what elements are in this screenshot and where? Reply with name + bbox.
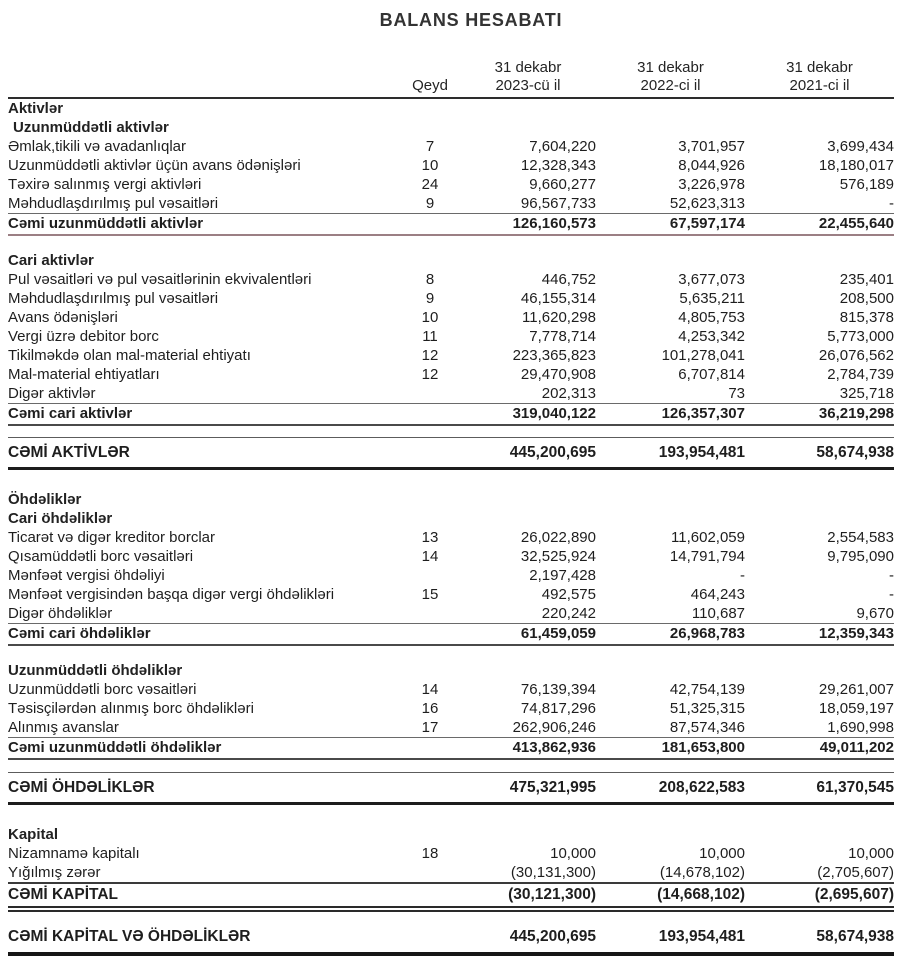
row-label: Digər öhdəliklər [8,605,113,622]
row-value-2022: - [740,567,745,584]
row-value-2022: 10,000 [699,845,745,862]
row-value-2021: 3,699,434 [827,138,894,155]
row-label: Təxirə salınmış vergi aktivləri [8,176,202,193]
row-label: CƏMİ ÖHDƏLİKLƏR [8,779,155,796]
row-value-2022: 464,243 [690,586,745,603]
section-spacer [8,470,894,490]
row-note: 17 [421,719,439,736]
row-value-2023: 220,242 [541,605,596,622]
row-note: 24 [421,176,439,193]
table-row [8,327,894,346]
row-value-2023: 223,365,823 [512,347,596,364]
section-spacer [8,236,894,251]
table-row [8,566,894,585]
row-value-2023: (30,121,300) [508,886,596,903]
row-note: 10 [421,157,439,174]
row-label: Aktivlər [8,100,64,117]
row-value-2022: 26,968,783 [669,625,745,642]
row-value-2022: (14,668,102) [657,886,745,903]
row-value-2021: 10,000 [848,845,894,862]
row-value-2021: 9,670 [856,605,894,622]
column-header-note: Qeyd [412,77,448,94]
row-label: Uzunmüddətli aktivlər üçün avans ödənişləri [8,157,301,174]
row-value-2022: 52,623,313 [669,195,745,212]
section-spacer [8,646,894,661]
row-label: Əmlak,tikili və avadanlıqlar [8,138,187,155]
total-row [8,737,894,760]
row-value-2023: 475,321,995 [509,779,596,796]
row-value-2022: 110,687 [691,605,745,622]
row-value-2021: 29,261,007 [818,681,894,698]
row-label: Uzunmüddətli aktivlər [13,119,169,136]
row-value-2021: 235,401 [839,271,894,288]
row-value-2023: (30,131,300) [510,864,596,881]
row-value-2021: 576,189 [839,176,894,193]
row-value-2023: 319,040,122 [512,405,596,422]
row-note: 11 [422,328,438,345]
page-title: BALANS HESABATI [379,10,563,30]
table-row [8,680,894,699]
row-note: 10 [421,309,439,326]
row-label: Cari aktivlər [8,252,94,269]
row-value-2021: 5,773,000 [827,328,894,345]
row-value-2023: 29,470,908 [520,366,596,383]
table-row [8,194,894,213]
row-value-2021: 22,455,640 [818,215,894,232]
row-value-2021: 2,784,739 [827,366,894,383]
row-value-2022: 87,574,346 [669,719,745,736]
row-value-2023: 10,000 [550,845,596,862]
total-row [8,213,894,236]
row-value-2023: 11,620,298 [522,309,596,326]
section-row [8,509,894,528]
row-value-2021: - [889,195,894,212]
row-value-2023: 446,752 [541,271,596,288]
row-label: Vergi üzrə debitor borc [8,328,159,345]
row-value-2021: 36,219,298 [818,405,894,422]
table-row [8,384,894,403]
row-value-2023: 76,139,394 [520,681,596,698]
row-value-2021: 208,500 [839,290,894,307]
total-row [8,403,894,426]
row-label: CƏMİ AKTİVLƏR [8,444,130,461]
row-value-2021: 12,359,343 [818,625,894,642]
section-row [8,661,894,680]
row-label: Yığılmış zərər [8,864,101,881]
row-label: Uzunmüddətli borc vəsaitləri [8,681,197,698]
table-row [8,289,894,308]
row-value-2022: 181,653,800 [661,739,745,756]
row-label: Cəmi cari aktivlər [8,405,133,422]
row-value-2021: 325,718 [839,385,894,402]
row-value-2021: (2,695,607) [814,886,894,903]
table-row [8,547,894,566]
total-row [8,623,894,646]
final-row [8,920,894,956]
table-row [8,718,894,737]
row-value-2022: 193,954,481 [658,444,745,461]
row-label: Ticarət və digər kreditor borclar [8,529,216,546]
row-value-2023: 7,778,714 [529,328,596,345]
grand-row [8,437,894,470]
row-label: Cəmi uzunmüddətli öhdəliklər [8,739,222,756]
row-value-2023: 2,197,428 [529,567,596,584]
row-label: Məhdudlaşdırılmış pul vəsaitləri [8,195,219,212]
row-label: Nizamnamə kapitalı [8,845,140,862]
row-value-2022: 5,635,211 [679,290,745,307]
row-value-2022: 3,701,957 [678,138,745,155]
row-value-2021: 58,674,938 [816,444,894,461]
capital-row [8,882,894,912]
row-label: Alınmış avanslar [8,719,119,736]
row-label: Cəmi uzunmüddətli aktivlər [8,215,204,232]
table-row [8,699,894,718]
row-label: Avans ödənişləri [8,309,118,326]
year-header-line1: 31 dekabr [786,59,853,76]
row-value-2021: 18,059,197 [818,700,894,717]
row-value-2022: 51,325,315 [669,700,745,717]
year-header-line1: 31 dekabr [494,59,562,76]
row-label: Kapital [8,826,59,843]
row-value-2021: 1,690,998 [827,719,894,736]
section-row [8,118,894,137]
table-row [8,346,894,365]
row-note: 7 [425,138,435,155]
row-value-2022: 208,622,583 [658,779,745,796]
row-value-2021: 2,554,583 [827,529,894,546]
grand-row [8,772,894,805]
section-row [8,490,894,509]
section-row [8,99,894,118]
row-value-2022: 193,954,481 [658,928,745,945]
row-value-2023: 9,660,277 [529,176,596,193]
year-header-line2: 2023-cü il [495,77,561,94]
table-row [8,270,894,289]
row-label: Pul vəsaitləri və pul vəsaitlərinin ekvivalentləri [8,271,312,288]
row-note: 8 [425,271,435,288]
row-label: Mənfəət vergisi öhdəliyi [8,567,165,584]
row-value-2022: 73 [728,385,745,402]
row-label: Cəmi cari öhdəliklər [8,625,151,642]
year-header-line2: 2022-ci il [640,77,701,94]
table-row [8,308,894,327]
table-row [8,585,894,604]
row-value-2022: 14,791,794 [669,548,745,565]
section-spacer [8,805,894,825]
column-header-year-2022 [596,59,745,95]
row-value-2022: 3,677,073 [678,271,745,288]
row-note: 13 [421,529,439,546]
row-value-2022: 8,044,926 [678,157,745,174]
row-value-2022: 67,597,174 [669,215,745,232]
row-value-2023: 46,155,314 [520,290,596,307]
row-value-2023: 202,313 [541,385,596,402]
row-label: Mənfəət vergisindən başqa digər vergi öhdəlikləri [8,586,335,603]
row-note: 14 [421,548,439,565]
row-value-2023: 126,160,573 [512,215,596,232]
row-value-2022: 126,357,307 [661,405,745,422]
row-label: Cari öhdəliklər [8,510,113,527]
row-note: 12 [421,366,439,383]
row-label: Mal-material ehtiyatları [8,366,160,383]
row-value-2023: 445,200,695 [509,444,596,461]
row-value-2021: - [889,586,894,603]
balance-table-body [8,99,894,956]
table-row [8,175,894,194]
row-value-2023: 96,567,733 [520,195,596,212]
table-header [8,59,894,99]
row-value-2022: 42,754,139 [669,681,745,698]
row-value-2021: 61,370,545 [816,779,894,796]
table-row [8,156,894,175]
row-value-2023: 26,022,890 [520,529,596,546]
row-note: 12 [421,347,439,364]
column-header-year-2023 [460,59,596,95]
row-note: 16 [421,700,439,717]
row-value-2023: 492,575 [541,586,596,603]
row-value-2022: 4,805,753 [678,309,745,326]
table-row [8,365,894,384]
row-value-2021: 49,011,202 [819,739,894,756]
row-label: Tikilməkdə olan mal-material ehtiyatı [8,347,251,364]
row-value-2023: 61,459,059 [520,625,596,642]
row-value-2023: 7,604,220 [529,138,596,155]
row-value-2022: 6,707,814 [678,366,745,383]
table-row [8,528,894,547]
row-label: CƏMİ KAPİTAL [8,886,118,903]
column-header-year-2021 [745,59,894,95]
row-note: 9 [425,195,435,212]
section-row [8,825,894,844]
row-label: Məhdudlaşdırılmış pul vəsaitləri [8,290,219,307]
year-header-line2: 2021-ci il [789,77,850,94]
row-label: Digər aktivlər [8,385,96,402]
row-value-2021: 26,076,562 [818,347,894,364]
row-value-2021: 815,378 [839,309,894,326]
row-value-2022: (14,678,102) [659,864,745,881]
row-value-2022: 3,226,978 [678,176,745,193]
row-label: Təsisçilərdən alınmış borc öhdəlikləri [8,700,254,717]
row-value-2022: 101,278,041 [661,347,745,364]
row-value-2021: 9,795,090 [827,548,894,565]
table-row [8,863,894,882]
section-spacer [8,426,894,437]
table-row [8,604,894,623]
section-spacer [8,912,894,920]
row-note: 14 [421,681,439,698]
row-value-2023: 12,328,343 [520,157,596,174]
row-value-2023: 445,200,695 [509,928,596,945]
row-note: 18 [421,845,439,862]
row-label: Qısamüddətli borc vəsaitləri [8,548,194,565]
row-label: Uzunmüddətli öhdəliklər [8,662,183,679]
row-value-2023: 262,906,246 [512,719,596,736]
year-header-line1: 31 dekabr [637,59,704,76]
section-spacer [8,760,894,772]
row-label: Öhdəliklər [8,491,82,508]
row-value-2021: - [889,567,894,584]
row-label: CƏMİ KAPİTAL VƏ ÖHDƏLİKLƏR [8,928,251,945]
table-row [8,137,894,156]
row-value-2022: 4,253,342 [678,328,745,345]
row-value-2021: 18,180,017 [818,157,894,174]
row-value-2023: 32,525,924 [520,548,596,565]
row-value-2023: 413,862,936 [512,739,596,756]
section-row [8,251,894,270]
row-note: 15 [421,586,439,603]
table-row [8,844,894,863]
row-value-2021: 58,674,938 [816,928,894,945]
row-value-2023: 74,817,296 [520,700,596,717]
row-value-2022: 11,602,059 [671,529,745,546]
row-note: 9 [425,290,435,307]
row-value-2021: (2,705,607) [817,864,894,881]
